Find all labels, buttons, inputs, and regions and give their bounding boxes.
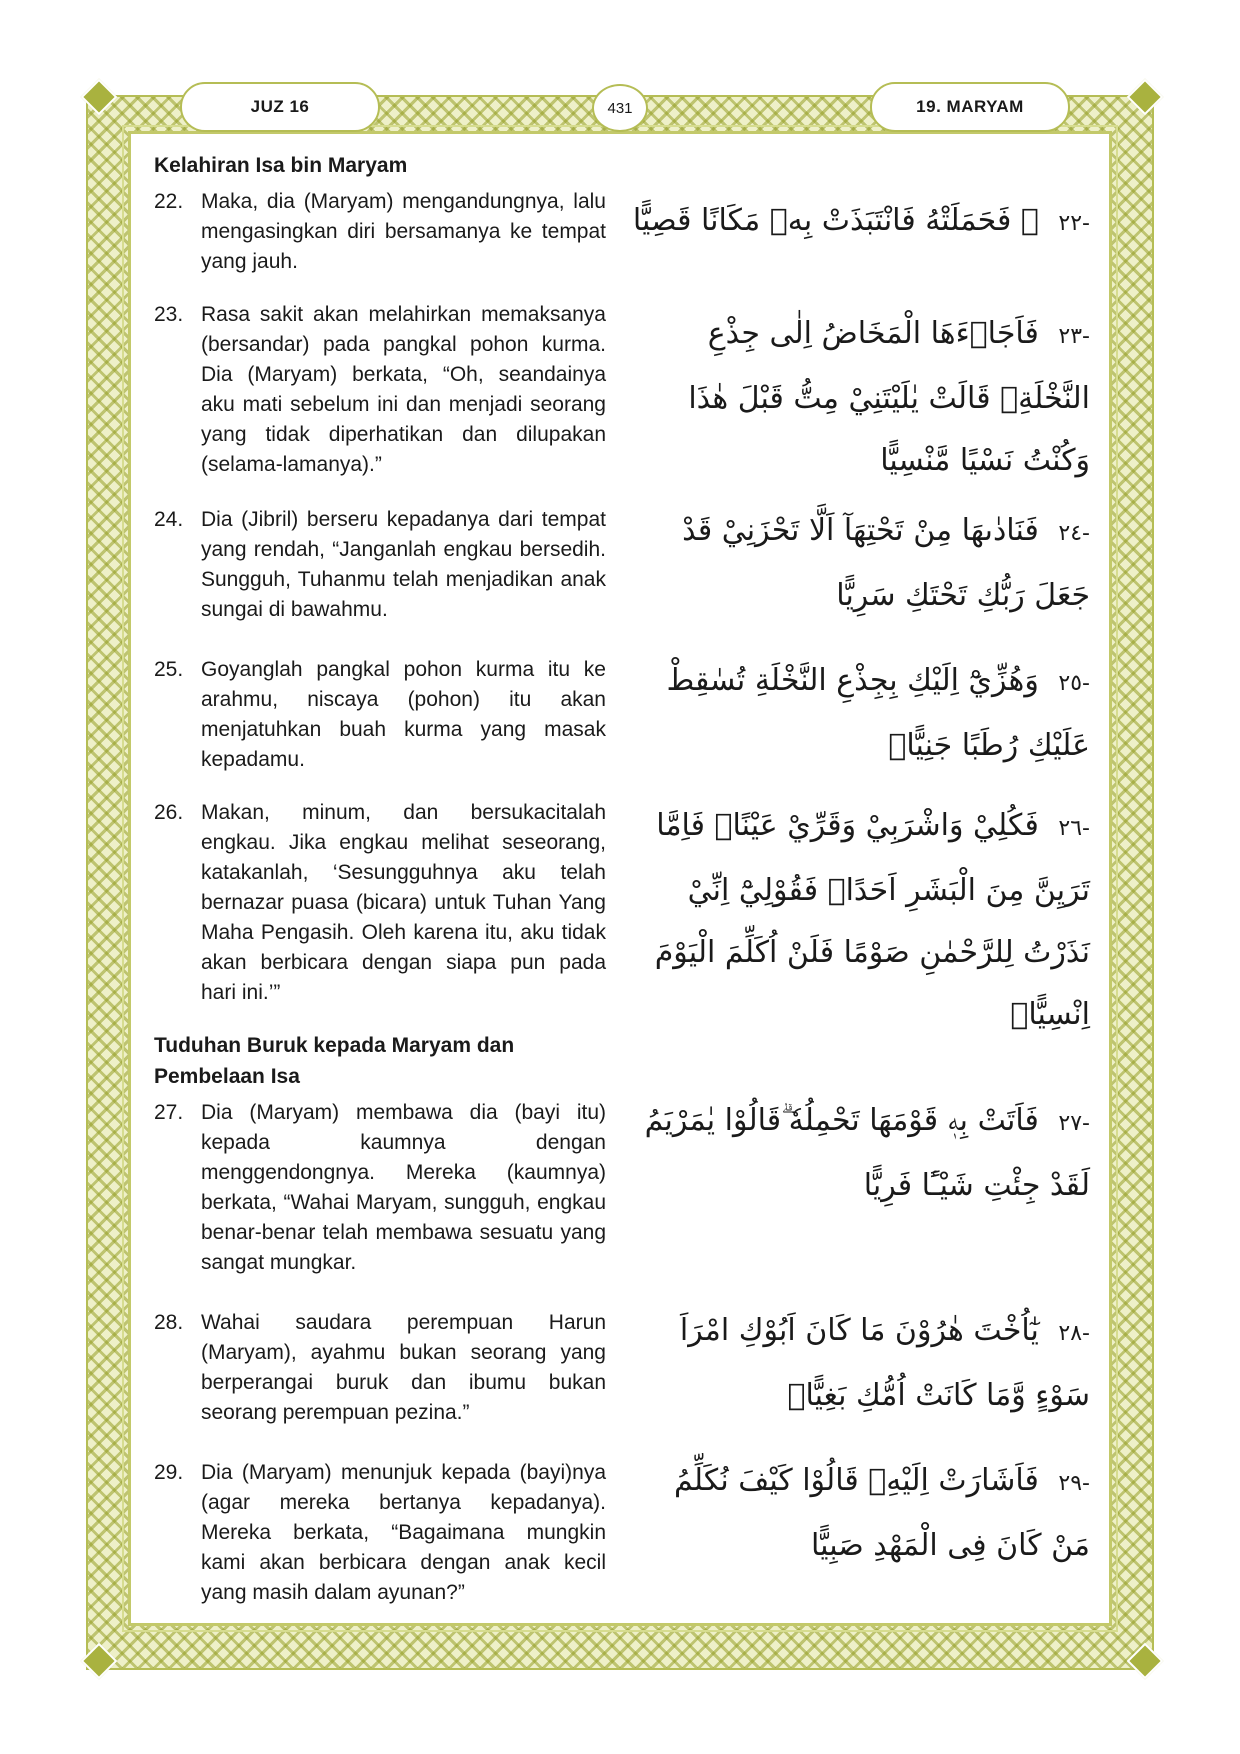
verse-number: 22. [154, 190, 184, 213]
arabic-text: فَنَادٰىهَا مِنْ تَحْتِهَآ اَلَّا تَحْزَنِيْ قَدْ جَعَلَ رَبُّكِ تَحْتَكِ سَرِيًّا [682, 513, 1090, 613]
verse-translation [154, 1458, 606, 1608]
translation-text: Dia (Maryam) menunjuk kepada (bayi)nya (agar mereka bertanya kepadanya). Mereka berkata, “Bagaimana mungkin kami akan berbicara dengan anak kecil yang masih dalam ayunan?” [201, 1461, 606, 1604]
verse-translation [154, 187, 606, 277]
page-number: 431 [592, 84, 648, 132]
arabic-text: فَكُلِيْ وَاشْرَبِيْ وَقَرِّيْ عَيْنًاۚ فَاِمَّا تَرَيِنَّ مِنَ الْبَشَرِ اَحَدًاۙ فَقُوْلِيْٓ اِنِّيْ نَذَرْتُ لِلرَّحْمٰنِ صَوْمًا فَلَنْ اُكَلِّمَ الْيَوْمَ اِنْسِيًّاۚ [654, 808, 1090, 1032]
arabic-verse [630, 795, 1090, 1046]
translation-text: Maka, dia (Maryam) mengandungnya, lalu mengasingkan diri bersamanya ke tempat yang jauh. [201, 190, 606, 273]
verse-number: 23. [154, 303, 184, 326]
verse-number: 26. [154, 801, 184, 824]
arabic-text: ۞ فَحَمَلَتْهُ فَانْتَبَذَتْ بِهٖ مَكَانًا قَصِيًّا [632, 203, 1039, 238]
arabic-verse [630, 1090, 1090, 1217]
translation-text: Dia (Maryam) membawa dia (bayi itu) kepada kaumnya dengan menggendongnya. Mereka (kaumnya) berkata, “Wahai Maryam, sungguh, engkau benar-benar telah membawa sesuatu yang sangat mungkar. [201, 1101, 606, 1274]
arabic-verse [630, 650, 1090, 777]
arabic-text: يٰٓاُخْتَ هٰرُوْنَ مَا كَانَ اَبُوْكِ امْرَاَ سَوْءٍ وَّمَا كَانَتْ اُمُّكِ بَغِيًّاۖ [679, 1313, 1090, 1413]
section-heading: Tuduhan Buruk kepada Maryam dan Pembelaan Isa [154, 1034, 515, 1088]
arabic-text: فَاَتَتْ بِهٖ قَوْمَهَا تَحْمِلُهٗ ۗقَالُوْا يٰمَرْيَمُ لَقَدْ جِئْتِ شَيْـًٔا فَرِيًّا [644, 1103, 1090, 1203]
arabic-verse-number: -٢٢ [1058, 211, 1090, 236]
translation-text: Goyanglah pangkal pohon kurma itu ke arahmu, niscaya (pohon) itu akan menjatuhkan buah kurma yang masak kepadamu. [201, 658, 606, 771]
arabic-verse-number: -٢٦ [1058, 816, 1090, 841]
verse-translation [154, 798, 606, 1008]
arabic-verse [630, 190, 1090, 255]
verse-number: 28. [154, 1311, 184, 1334]
arabic-text: فَاَشَارَتْ اِلَيْهِۗ قَالُوْا كَيْفَ نُكَلِّمُ مَنْ كَانَ فِى الْمَهْدِ صَبِيًّا [673, 1463, 1090, 1563]
translation-text: Wahai saudara perempuan Harun (Maryam), ayahmu bukan seorang yang berperangai buruk dan ibumu bukan seorang perempuan pezina.” [201, 1311, 606, 1424]
arabic-verse-number: -٢٥ [1058, 671, 1090, 696]
arabic-verse-number: -٢٨ [1058, 1321, 1090, 1346]
arabic-text: فَاَجَاۤءَهَا الْمَخَاضُ اِلٰى جِذْعِ النَّخْلَةِۚ قَالَتْ يٰلَيْتَنِيْ مِتُّ قَبْلَ هٰذَا وَكُنْتُ نَسْيًا مَّنْسِيًّا [688, 316, 1090, 478]
juz-label: JUZ 16 [180, 82, 380, 132]
arabic-verse-number: -٢٣ [1058, 324, 1090, 349]
arabic-verse [630, 1450, 1090, 1577]
arabic-verse-number: -٢٩ [1058, 1471, 1090, 1496]
arabic-verse [630, 303, 1090, 492]
verse-translation [154, 1098, 606, 1278]
verse-number: 29. [154, 1461, 184, 1484]
arabic-verse-number: -٢٤ [1058, 521, 1090, 546]
arabic-verse [630, 500, 1090, 627]
verse-number: 27. [154, 1101, 184, 1124]
verse-translation [154, 1308, 606, 1428]
verse-translation [154, 300, 606, 480]
translation-text: Rasa sakit akan melahirkan memaksanya (bersandar) pada pangkal pohon kurma. Dia (Maryam) berkata, “Oh, seandainya aku mati sebelum ini dan menjadi seorang yang tidak diperhatikan dan dilupakan (selama-lamanya).” [201, 303, 606, 476]
section-heading: Kelahiran Isa bin Maryam [154, 154, 408, 177]
arabic-text: وَهُزِّيْٓ اِلَيْكِ بِجِذْعِ النَّخْلَةِ تُسٰقِطْ عَلَيْكِ رُطَبًا جَنِيًّاۖ [666, 663, 1090, 763]
verse-translation [154, 505, 606, 625]
verse-translation [154, 655, 606, 775]
arabic-verse-number: -٢٧ [1058, 1111, 1090, 1136]
surah-label: 19. MARYAM [870, 82, 1070, 132]
arabic-verse [630, 1300, 1090, 1427]
verse-number: 24. [154, 508, 184, 531]
verse-number: 25. [154, 658, 184, 681]
translation-text: Makan, minum, dan bersukacitalah engkau. Jika engkau melihat seseorang, katakanlah, ‘Sesungguhnya aku telah bernazar puasa (bicara) untuk Tuhan Yang Maha Pengasih. Oleh karena itu, aku tidak akan berbicara dengan siapa pun pada hari ini.’” [201, 801, 606, 1004]
translation-text: Dia (Jibril) berseru kepadanya dari tempat yang rendah, “Janganlah engkau bersedih. Sungguh, Tuhanmu telah menjadikan anak sungai di bawahmu. [201, 508, 606, 621]
